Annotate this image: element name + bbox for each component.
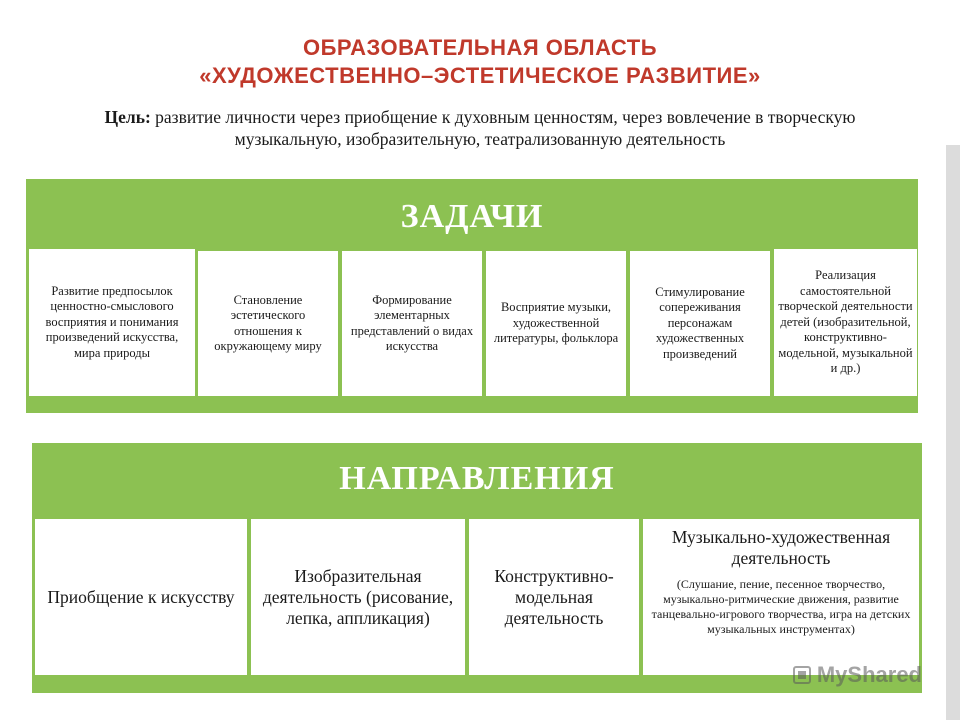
directions-panel xyxy=(32,443,922,693)
direction-cell xyxy=(35,519,247,675)
task-cell xyxy=(630,251,770,396)
direction-cell xyxy=(469,519,639,675)
task-cell xyxy=(342,251,482,396)
title-line-2: «ХУДОЖЕСТВЕННО–ЭСТЕТИЧЕСКОЕ РАЗВИТИЕ» xyxy=(199,63,761,88)
slide-title xyxy=(0,34,960,90)
direction-text: Изобразительная деятельность (рисование, лепка, аппликация) xyxy=(262,565,454,628)
direction-text: Приобщение к искусству xyxy=(47,586,235,607)
direction-subtext: (Слушание, пение, песенное творчество, музыкально-ритмические движения, развитие танцевально-игрового творчества, игра на детских музыкальных инструментах) xyxy=(651,577,911,636)
task-cell xyxy=(774,249,917,396)
side-bar xyxy=(946,145,960,720)
direction-cell xyxy=(643,519,919,675)
watermark xyxy=(793,662,922,688)
goal-label: Цель: xyxy=(104,107,151,127)
task-text: Реализация самостоятельной творческой деятельности детей (изобразительной, конструктивно-модельной, музыкальной и др.) xyxy=(778,268,913,376)
task-text: Восприятие музыки, художественной литературы, фольклора xyxy=(493,300,619,346)
goal-description: развитие личности через приобщение к духовным ценностям, через вовлечение в творческую музыкальную, изобразительную, театрализованную деятельность xyxy=(150,107,856,149)
tasks-heading: ЗАДАЧИ xyxy=(400,198,544,235)
task-text: Становление эстетического отношения к окружающему миру xyxy=(214,292,322,353)
task-cell xyxy=(486,251,626,396)
title-line-1: ОБРАЗОВАТЕЛЬНАЯ ОБЛАСТЬ xyxy=(302,35,658,60)
direction-text: Музыкально-художественная деятельность xyxy=(671,527,891,568)
task-cell xyxy=(198,251,338,396)
task-text: Стимулирование сопереживания персонажам художественных произведений xyxy=(655,284,745,361)
task-cell xyxy=(29,249,195,396)
direction-cell xyxy=(251,519,465,675)
watermark-text: MyShared xyxy=(816,662,922,687)
task-text: Формирование элементарных представлений о видах искусства xyxy=(350,292,474,353)
task-text: Развитие предпосылок ценностно-смыслового восприятия и понимания произведений искусства, мира природы xyxy=(45,283,179,360)
direction-text: Конструктивно-модельная деятельность xyxy=(494,565,614,628)
myshared-logo-icon xyxy=(793,666,811,684)
goal-text xyxy=(60,106,900,150)
directions-heading: НАПРАВЛЕНИЯ xyxy=(339,460,615,497)
tasks-panel xyxy=(26,179,918,413)
